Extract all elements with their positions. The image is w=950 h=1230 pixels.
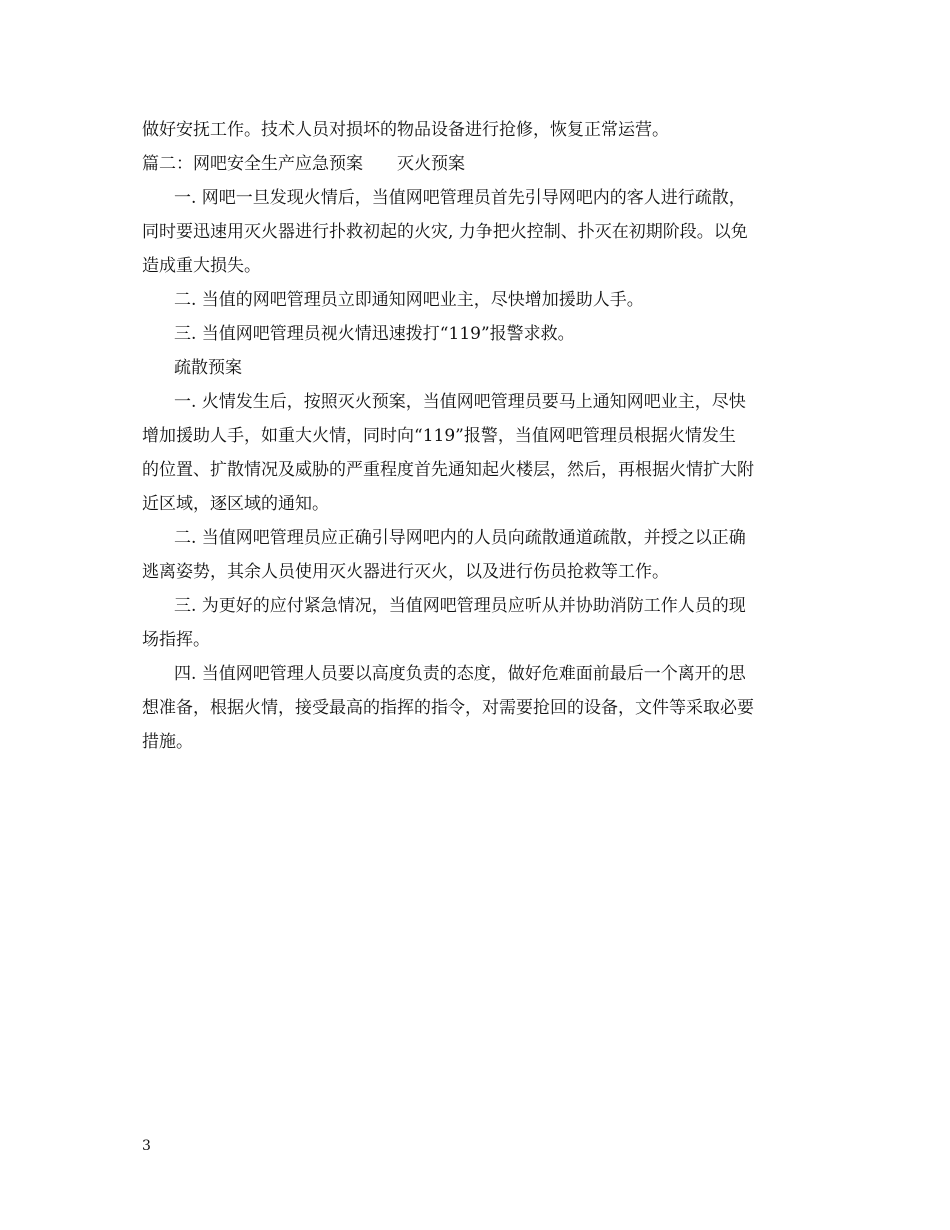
text-line: 三. 为更好的应付紧急情况，当值网吧管理员应听从并协助消防工作人员的现 bbox=[174, 596, 746, 616]
text-line: 增加援助人手，如重大火情，同时向“119”报警，当值网吧管理员根据火情发生 bbox=[142, 426, 736, 446]
text-line: 逃离姿势，其余人员使用灭火器进行灭火，以及进行伤员抢救等工作。 bbox=[142, 562, 669, 582]
text-line: 三. 当值网吧管理员视火情迅速拨打“119”报警求救。 bbox=[174, 324, 575, 344]
document-body bbox=[142, 113, 812, 759]
section-heading: 篇二：网吧安全生产应急预案 灭火预案 bbox=[142, 154, 465, 174]
text-line: 的位置、扩散情况及威胁的严重程度首先通知起火楼层，然后，再根据火情扩大附 bbox=[142, 460, 754, 480]
text-line: 一. 网吧一旦发现火情后，当值网吧管理员首先引导网吧内的客人进行疏散， bbox=[174, 188, 746, 208]
text-line: 四. 当值网吧管理人员要以高度负责的态度，做好危难面前最后一个离开的思 bbox=[174, 664, 746, 684]
text-line: 造成重大损失。 bbox=[142, 256, 261, 276]
text-line: 二. 当值的网吧管理员立即通知网吧业主，尽快增加援助人手。 bbox=[174, 290, 644, 310]
text-line: 措施。 bbox=[142, 732, 193, 752]
text-line: 一. 火情发生后，按照灭火预案，当值网吧管理员要马上通知网吧业主，尽快 bbox=[174, 392, 746, 412]
text-line: 同时要迅速用灭火器进行扑救初起的火灾, 力争把火控制、扑灭在初期阶段。以免 bbox=[142, 222, 748, 242]
text-line: 近区域，逐区域的通知。 bbox=[142, 494, 329, 514]
text-line: 二. 当值网吧管理员应正确引导网吧内的人员向疏散通道疏散，并授之以正确 bbox=[174, 528, 746, 548]
text-line: 做好安抚工作。技术人员对损坏的物品设备进行抢修，恢复正常运营。 bbox=[142, 120, 669, 140]
subheading: 疏散预案 bbox=[174, 358, 242, 378]
page-number: 3 bbox=[142, 1138, 151, 1154]
text-line: 想准备，根据火情，接受最高的指挥的指令，对需要抢回的设备，文件等采取必要 bbox=[142, 698, 754, 718]
text-line: 场指挥。 bbox=[142, 630, 210, 650]
